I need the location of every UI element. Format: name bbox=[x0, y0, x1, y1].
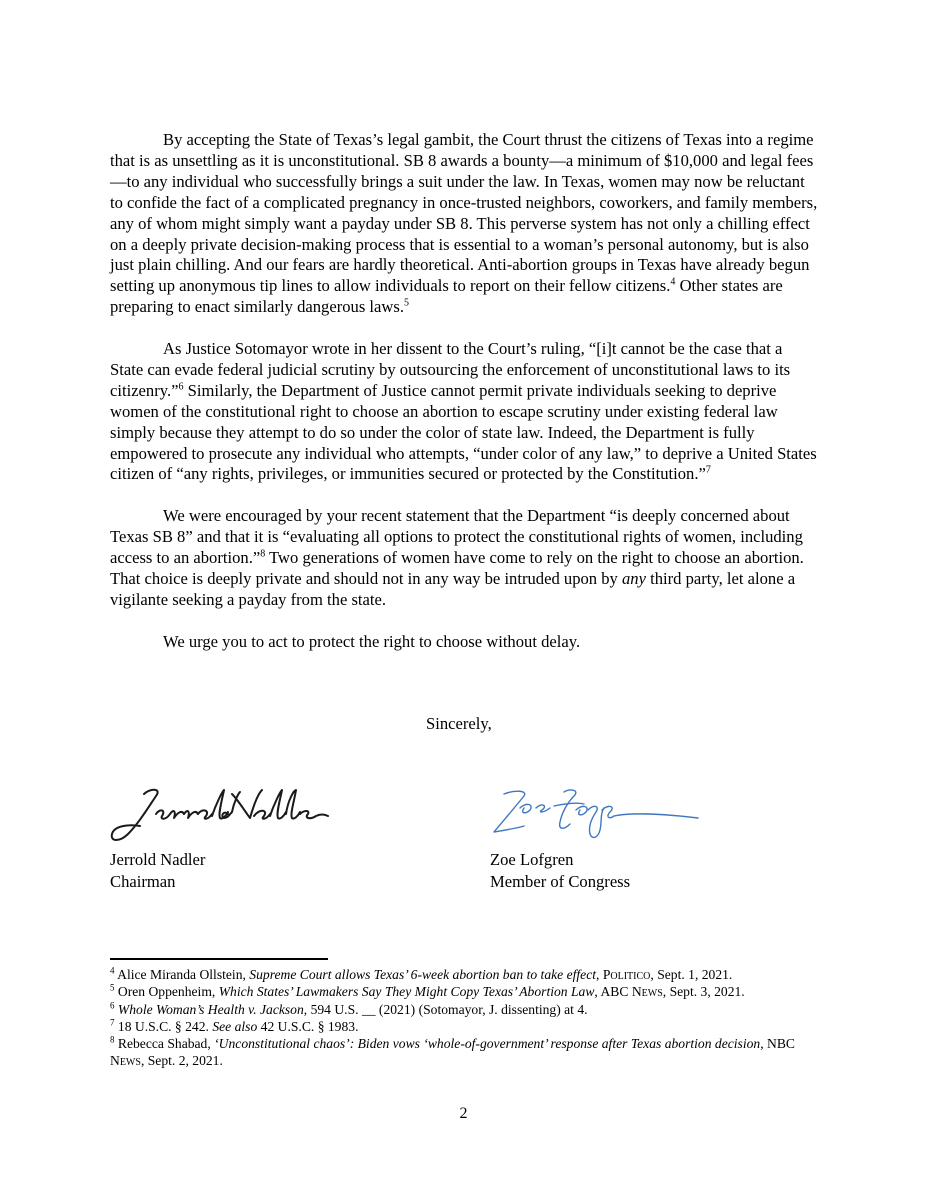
footnotes bbox=[110, 966, 826, 1070]
signer-title: Member of Congress bbox=[490, 872, 631, 891]
page-number: 2 bbox=[459, 1105, 468, 1122]
letter-body bbox=[110, 130, 818, 674]
footnote-ref-6[interactable]: 6 bbox=[178, 381, 184, 393]
closing-salutation: Sincerely, bbox=[426, 714, 492, 733]
footnote-divider bbox=[110, 958, 328, 960]
signer-name: Zoe Lofgren bbox=[490, 850, 574, 869]
signer-name: Jerrold Nadler bbox=[110, 850, 206, 869]
footnote-ref-4[interactable]: 4 bbox=[670, 276, 676, 288]
nadler-signature bbox=[104, 780, 334, 850]
signer-title: Chairman bbox=[110, 872, 176, 891]
footnote: $^8$ Rebecca Shabad, ‘Unconstitutional chaos’: Biden vows ‘whole-of-government’ response after Texas abortion decision, NBC News, Sept. 2, 2021. bbox=[110, 1034, 795, 1069]
footnote: $^6$ Whole Woman’s Health v. Jackson, 594 U.S. __ (2021) (Sotomayor, J. dissenting) at 4. bbox=[110, 1000, 588, 1017]
footnote: $^5$ Oren Oppenheim, Which States’ Lawmakers Say They Might Copy Texas’ Abortion Law, ABC News, Sept. 3, 2021. bbox=[110, 982, 745, 1000]
paragraph-4: We urge you to act to protect the right to choose without delay. bbox=[163, 631, 581, 651]
lofgren-signature bbox=[484, 780, 708, 848]
signer-nadler bbox=[110, 849, 205, 893]
paragraph-3: We were encouraged by your recent statement that the Department “is deeply concerned about Texas SB 8” and that it is “evaluating all options to protect the constitutional rights of women, including access to an abortion.”$^8$ Two generations of women have come to rely on the right to choose an abortion. That choice is deeply private and should not in any way be intruded upon by any third party, let alone a vigilante seeking a payday from the state. bbox=[110, 506, 804, 609]
footnote-ref-5[interactable]: 5 bbox=[404, 297, 409, 309]
signer-lofgren bbox=[490, 849, 630, 893]
paragraph-1: By accepting the State of Texas’s legal gambit, the Court thrust the citizens of Texas into a regime that is as unsettling as it is unconstitutional. SB 8 awards a bounty—a minimum of $10,000 and legal fees—to any individual who successfully brings a suit under the law. In Texas, women may now be reluctant to confide the fact of a complicated pregnancy in once-trusted neighbors, coworkers, and family members, any of whom might simply want a payday under SB 8. This perverse system has not only a chilling effect on a deeply private decision-making process that is essential to a woman’s personal autonomy, but is also just plain chilling. And our fears are hardly theoretical. Anti-abortion groups in Texas have already begun setting up anonymous tip lines to allow individuals to report on their fellow citizens.$^4$ Other states are preparing to enact similarly dangerous laws.$^5$ bbox=[110, 130, 818, 317]
footnote-ref-7[interactable]: 7 bbox=[705, 464, 711, 476]
footnote: $^4$ Alice Miranda Ollstein, Supreme Court allows Texas’ 6-week abortion ban to take effect, Politico, Sept. 1, 2021. bbox=[110, 965, 733, 982]
footnote: $^7$ 18 U.S.C. § 242. See also 42 U.S.C. § 1983. bbox=[110, 1017, 359, 1034]
footnote-ref-8[interactable]: 8 bbox=[260, 548, 266, 560]
paragraph-2: As Justice Sotomayor wrote in her dissent to the Court’s ruling, “[i]t cannot be the case that a State can evade federal judicial scrutiny by outsourcing the enforcement of unconstitutional laws to its citizenry.”$^6$ Similarly, the Department of Justice cannot permit private individuals seeking to deprive women of the constitutional right to choose an abortion to escape scrutiny under existing federal law simply because they attempt to do so under the color of state law. Indeed, the Department is fully empowered to prosecute any individual who attempts, “under color of any law,” to deprive a United States citizen of “any rights, privileges, or immunities secured or protected by the Constitution.”$^7$ bbox=[110, 339, 817, 484]
